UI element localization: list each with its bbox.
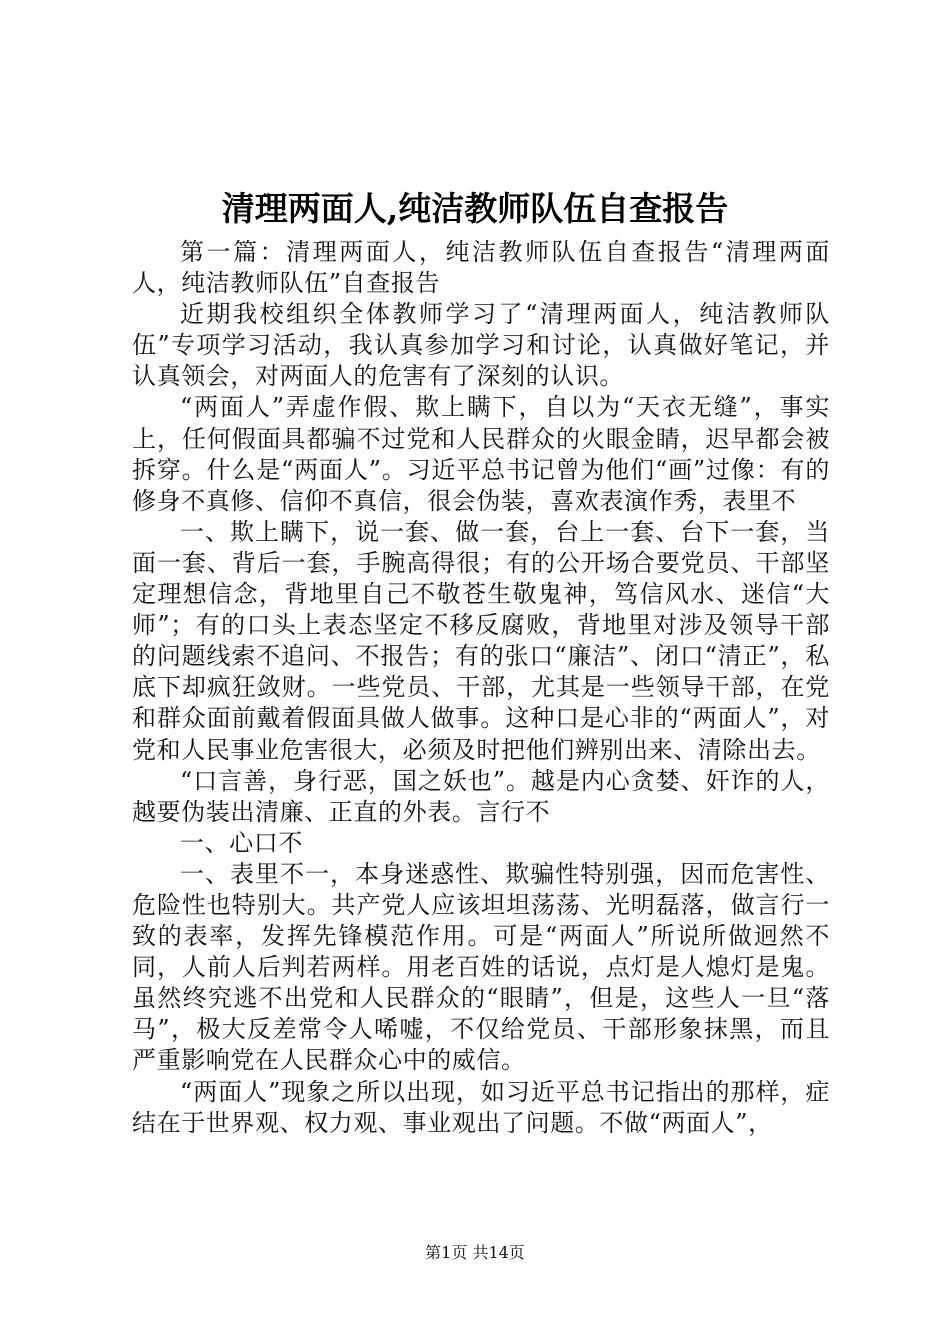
paragraph-5: “口言善，身行恶，国之妖也”。越是内心贪婪、奸诈的人，越要伪装出清廉、正直的外表。言行不 [132,766,830,826]
paragraph-1: 第一篇：清理两面人，纯洁教师队伍自查报告“清理两面人，纯洁教师队伍”自查报告 [132,238,830,298]
paragraph-7: 一、表里不一，本身迷惑性、欺骗性特别强，因而危害性、危险性也特别大。共产党人应该坦坦荡荡、光明磊落，做言行一致的表率，发挥先锋模范作用。可是“两面人”所说所做迥然不同，人前人后判若两样。用老百姓的话说，点灯是人熄灯是鬼。虽然终究逃不出党和人民群众的“眼睛”，但是，这些人一旦“落马”，极大反差常令人唏嘘，不仅给党员、干部形象抹黑，而且严重影响党在人民群众心中的威信。 [132,859,830,1075]
paragraph-3: “两面人”弄虚作假、欺上瞒下，自以为“天衣无缝”，事实上，任何假面具都骗不过党和人民群众的火眼金睛，迟早都会被拆穿。什么是“两面人”。习近平总书记曾为他们“画”过像：有的修身不真修、信仰不真信，很会伪装，喜欢表演作秀，表里不 [132,393,830,515]
page-number-footer: 第1页 共14页 [425,1243,525,1262]
document-title: 清理两面人,纯洁教师队伍自查报告 [221,189,729,228]
paragraph-8: “两面人”现象之所以出现，如习近平总书记指出的那样，症结在于世界观、权力观、事业观出了问题。不做“两面人”， [132,1077,830,1137]
paragraph-6: 一、心口不 [180,828,303,857]
paragraph-2: 近期我校组织全体教师学习了“清理两面人，纯洁教师队伍”专项学习活动，我认真参加学习和讨论，认真做好笔记，并认真领会，对两面人的危害有了深刻的认识。 [132,300,830,391]
paragraph-4: 一、欺上瞒下，说一套、做一套，台上一套、台下一套，当面一套、背后一套，手腕高得很；有的公开场合要党员、干部坚定理想信念，背地里自己不敬苍生敬鬼神，笃信风水、迷信“大师”；有的口头上表态坚定不移反腐败，背地里对涉及领导干部的问题线索不追问、不报告；有的张口“廉洁”、闭口“清正”，私底下却疯狂敛财。一些党员、干部，尤其是一些领导干部，在党和群众面前戴着假面具做人做事。这种口是心非的“两面人”，对党和人民事业危害很大，必须及时把他们辨别出来、清除出去。 [132,517,830,764]
document-body [132,237,830,1139]
